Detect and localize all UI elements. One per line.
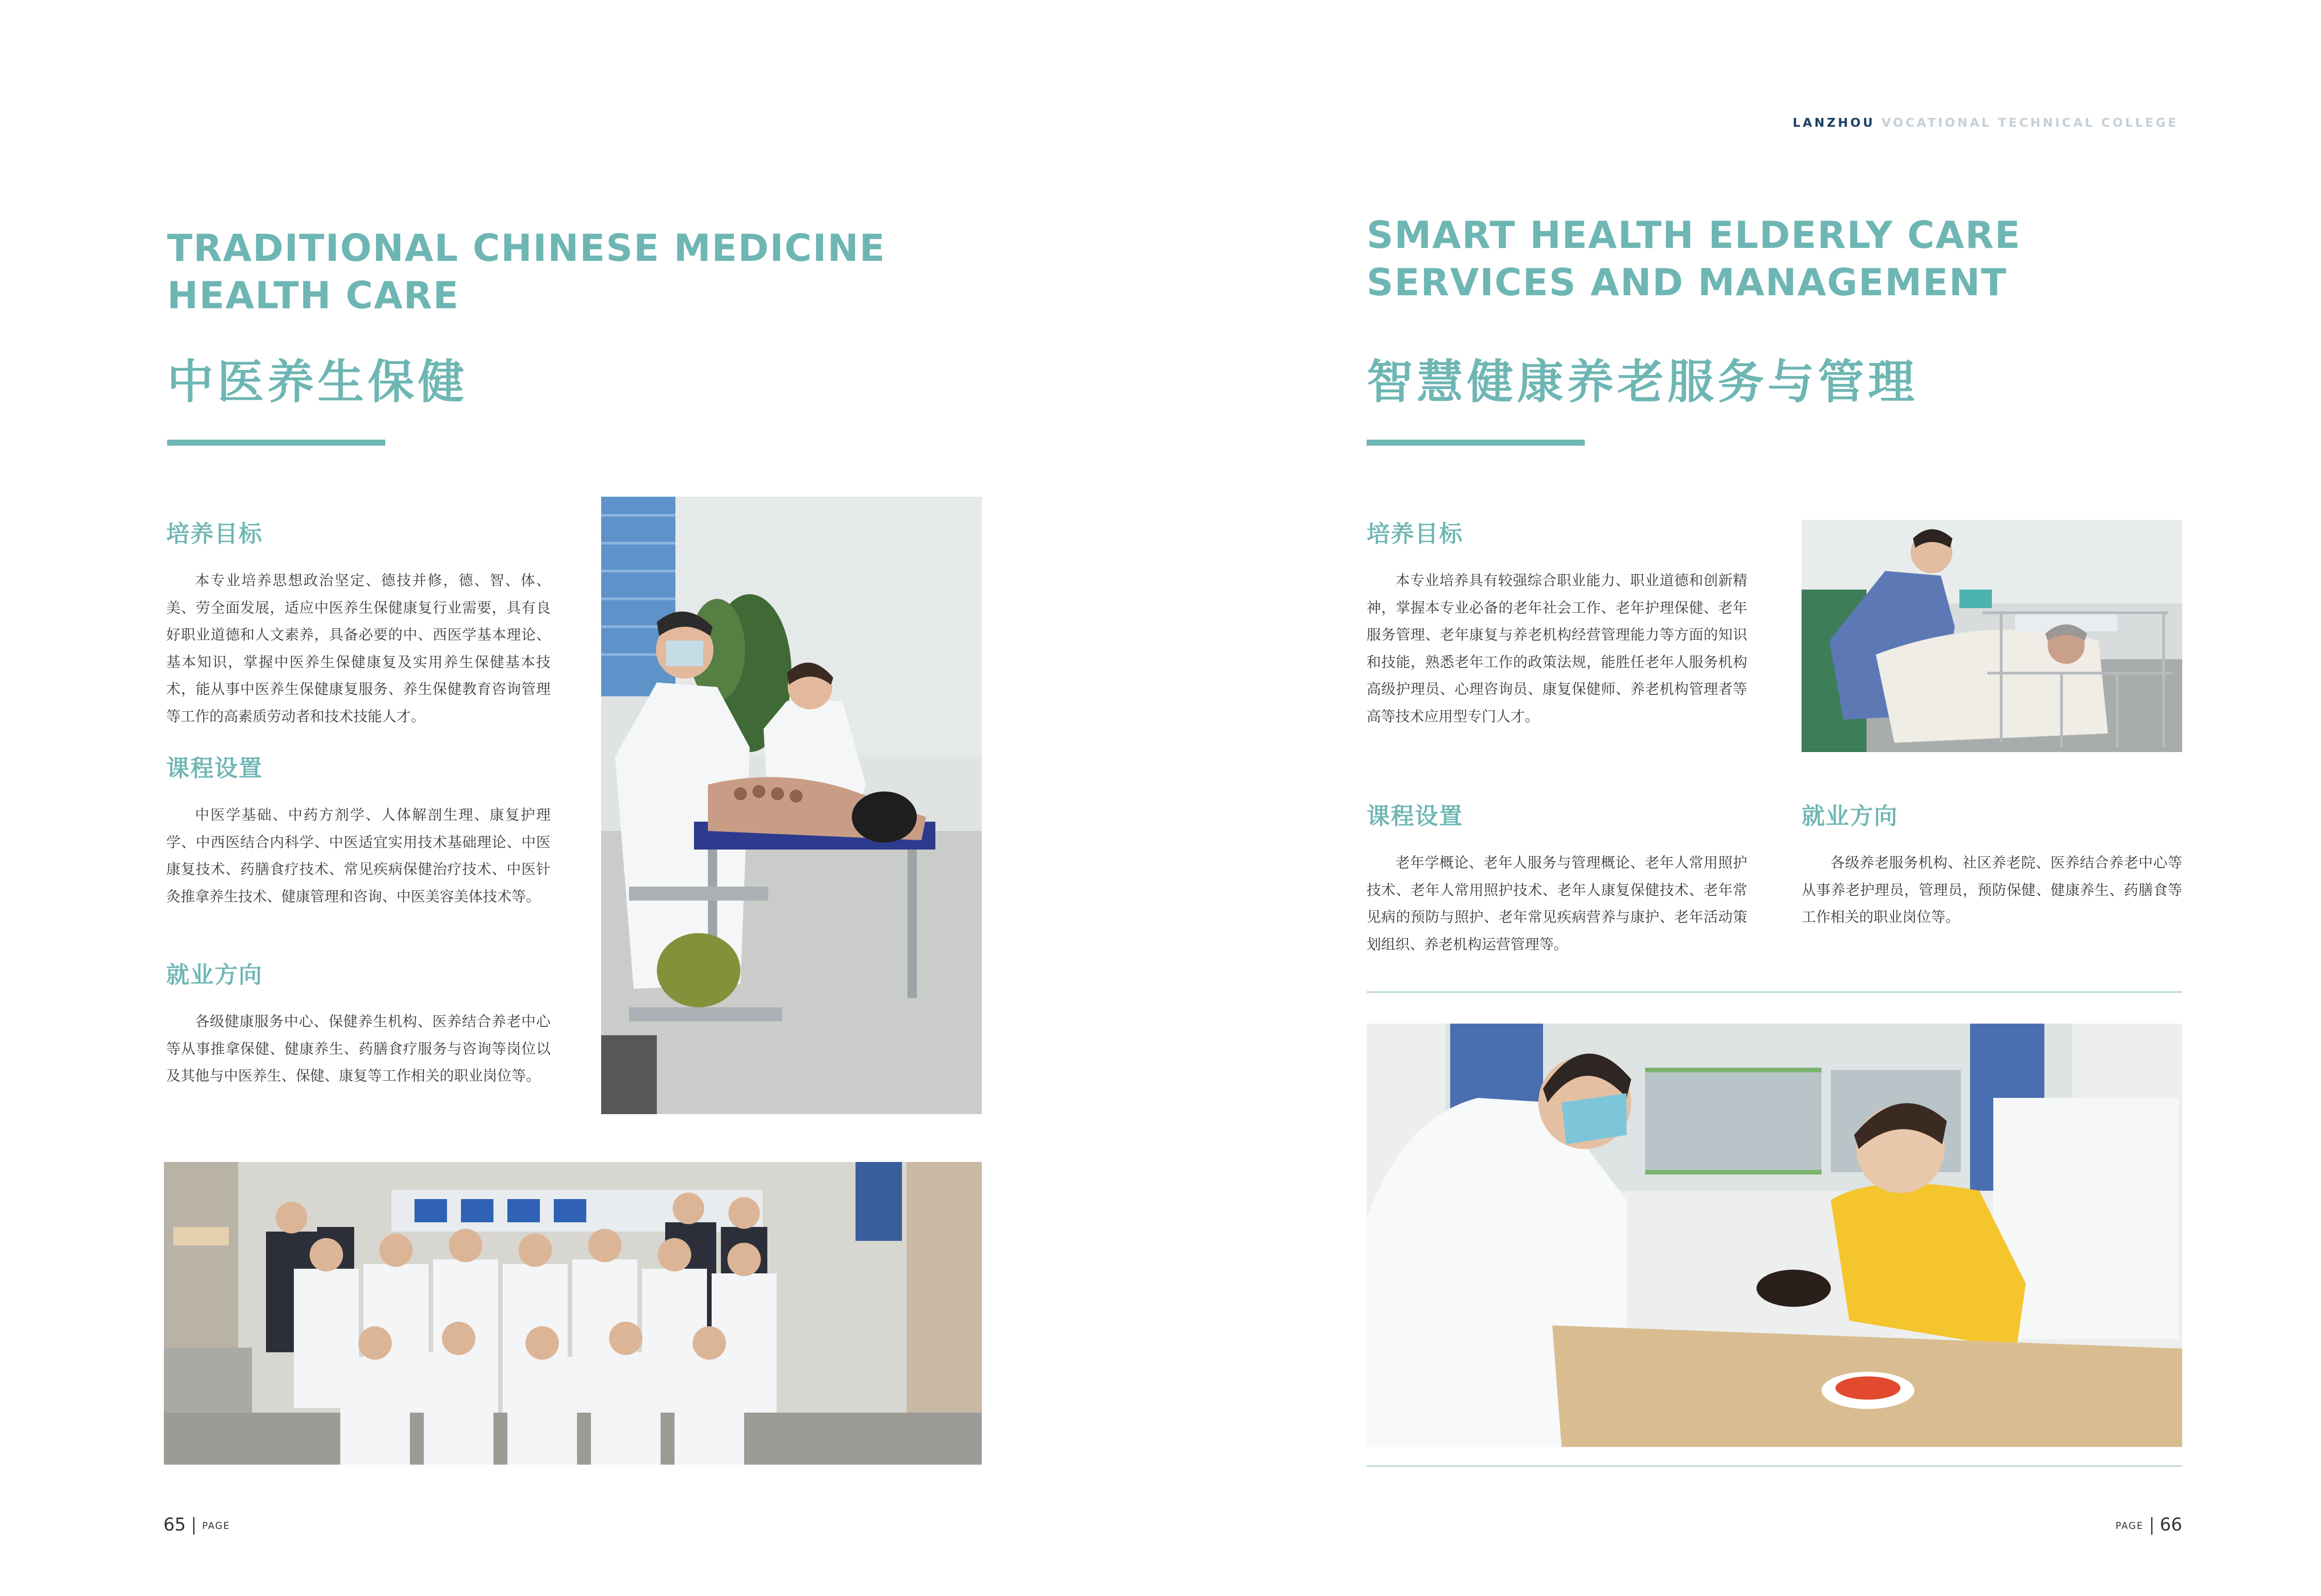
right-page-number: 66: [2159, 1514, 2182, 1535]
right-page-label: PAGE: [2115, 1520, 2144, 1531]
right-folio: [2115, 1514, 2182, 1535]
running-head-college: LANZHOU: [1792, 116, 1875, 130]
left-heading-courses: 课程设置: [166, 755, 263, 782]
right-title-cn: 智慧健康养老服务与管理: [1367, 355, 1918, 409]
right-text-courses: 老年学概论、老年人服务与管理概论、老年人常用照护技术、老年人常用照护技术、老年人康复保健技术、老年常见病的预防与照护、老年常见疾病营养与康护、老年活动策划组织、养老机构运营管理等。: [1367, 855, 1747, 953]
left-title-rule: [167, 440, 385, 446]
right-text-careers: 各级养老服务机构、社区养老院、医养结合养老中心等从事养老护理员，管理员，预防保健、健康养生、药膳食等工作相关的职业岗位等。: [1802, 855, 2182, 926]
right-heading-courses: 课程设置: [1367, 803, 1463, 830]
left-folio-divider: [193, 1517, 194, 1535]
group-photo: [164, 1162, 982, 1465]
left-page-label: PAGE: [202, 1520, 230, 1531]
left-title-cn: 中医养生保健: [167, 355, 468, 409]
right-title-en-line2: SERVICES AND MANAGEMENT: [1367, 261, 2007, 304]
right-text-goal: 本专业培养具有较强综合职业能力、职业道德和创新精神，掌握本专业必备的老年社会工作、老年护理保健、老年服务管理、老年康复与养老机构经营管理能力等方面的知识和技能，熟悉老年工作的政策法规，能胜任老年人服务机构高级护理员、心理咨询员、康复保健师、养老机构管理者等高等技术应用型专门人才。: [1367, 572, 1747, 725]
nurse-bedside-photo: [1802, 520, 2182, 752]
right-divider-bottom: [1367, 1465, 2182, 1467]
right-heading-careers: 就业方向: [1802, 803, 1898, 830]
nurse-feeding-photo: [1367, 1024, 2182, 1447]
left-title-en: [167, 225, 886, 319]
left-page-number: 65: [163, 1514, 186, 1535]
right-title-rule: [1367, 440, 1585, 446]
left-heading-goal: 培养目标: [166, 520, 263, 547]
running-head-subtitle: VOCATIONAL TECHNICAL COLLEGE: [1881, 116, 2178, 130]
left-folio: [163, 1514, 230, 1535]
right-divider-top: [1367, 991, 2182, 993]
left-text-careers: 各级健康服务中心、保健养生机构、医养结合养老中心等从事推拿保健、健康养生、药膳食疗服务与咨询等岗位以及其他与中医养生、保健、康复等工作相关的职业岗位等。: [166, 1013, 551, 1084]
left-heading-careers: 就业方向: [166, 961, 263, 988]
cupping-therapy-photo: [601, 497, 982, 1114]
left-title-en-line2: HEALTH CARE: [167, 274, 460, 317]
right-title-en: [1367, 212, 2021, 306]
right-folio-divider: [2151, 1517, 2152, 1535]
left-text-courses: 中医学基础、中药方剂学、人体解剖生理、康复护理学、中西医结合内科学、中医适宜实用技术基础理论、中医康复技术、药膳食疗技术、常见疾病保健治疗技术、中医针灸推拿养生技术、健康管理和咨询、中医美容美体技术等。: [166, 807, 551, 905]
running-head: [1793, 116, 2178, 130]
right-heading-goal: 培养目标: [1367, 520, 1463, 547]
left-text-goal: 本专业培养思想政治坚定、德技并修，德、智、体、美、劳全面发展，适应中医养生保健康复行业需要，具有良好职业道德和人文素养，具备必要的中、西医学基本理论、基本知识，掌握中医养生保健康复及实用养生保健基本技术，能从事中医养生保健康复服务、养生保健教育咨询管理等工作的高素质劳动者和技术技能人才。: [166, 572, 551, 725]
left-title-en-line1: TRADITIONAL CHINESE MEDICINE: [167, 227, 886, 270]
right-title-en-line1: SMART HEALTH ELDERLY CARE: [1367, 214, 2021, 257]
